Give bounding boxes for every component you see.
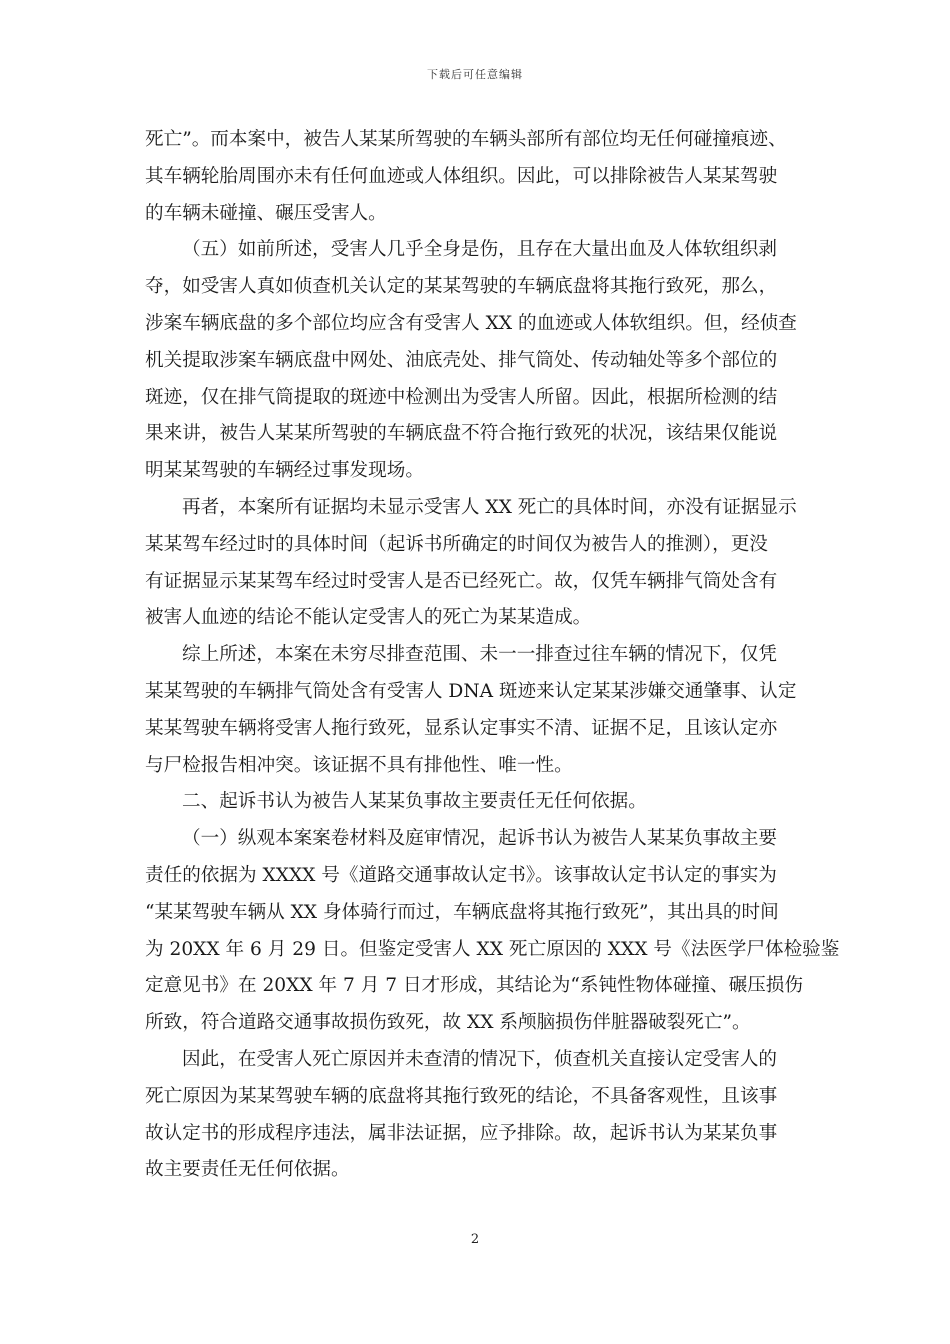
- page-header: 下载后可任意编辑: [427, 68, 523, 81]
- text-line: 果来讲，被告人某某所驾驶的车辆底盘不符合拖行致死的状况，该结果仅能说: [145, 423, 778, 445]
- text-line: （一）纵观本案案卷材料及庭审情况，起诉书认为被告人某某负事故主要: [182, 828, 778, 850]
- text-line: 所致，符合道路交通事故损伤致死，故 XX 系颅脑损伤伴脏器破裂死亡”。: [145, 1012, 751, 1034]
- text-line: 明某某驾驶的车辆经过事发现场。: [145, 460, 424, 482]
- text-line: 故主要责任无任何依据。: [145, 1159, 350, 1181]
- text-line: 某某驾驶的车辆排气筒处含有受害人 DNA 斑迹来认定某某涉嫌交通肇事、认定: [145, 680, 797, 702]
- text-line: 故认定书的形成程序违法，属非法证据，应予排除。故，起诉书认为某某负事: [145, 1122, 778, 1144]
- text-line: 因此，在受害人死亡原因并未查清的情况下，侦查机关直接认定受害人的: [182, 1048, 778, 1070]
- text-line: 机关提取涉案车辆底盘中网处、油底壳处、排气筒处、传动轴处等多个部位的: [145, 349, 778, 371]
- text-line: 涉案车辆底盘的多个部位均应含有受害人 XX 的血迹或人体软组织。但，经侦查: [145, 312, 797, 334]
- text-line: 被害人血迹的结论不能认定受害人的死亡为某某造成。: [145, 607, 592, 629]
- text-line: “某某驾驶车辆从 XX 身体骑行而过，车辆底盘将其拖行致死”，其出具的时间: [145, 901, 779, 923]
- text-line: 的车辆未碰撞、碾压受害人。: [145, 202, 387, 224]
- text-line: 斑迹，仅在排气筒提取的斑迹中检测出为受害人所留。因此，根据所检测的结: [145, 386, 778, 408]
- text-line: 死亡原因为某某驾驶车辆的底盘将其拖行致死的结论，不具备客观性，且该事: [145, 1085, 778, 1107]
- text-line: 死亡”。而本案中，被告人某某所驾驶的车辆头部所有部位均无任何碰撞痕迹、: [145, 129, 787, 150]
- text-line: 其车辆轮胎周围亦未有任何血迹或人体组织。因此，可以排除被告人某某驾驶: [145, 165, 778, 187]
- text-line: 综上所述，本案在未穷尽排查范围、未一一排查过往车辆的情况下，仅凭: [182, 644, 778, 666]
- text-line: 某某驾车经过时的具体时间（起诉书所确定的时间仅为被告人的推测），更没: [145, 533, 768, 555]
- text-line: 某某驾驶车辆将受害人拖行致死，显系认定事实不清、证据不足，且该认定亦: [145, 717, 778, 739]
- text-line: 为 20XX 年 6 月 29 日。但鉴定受害人 XX 死亡原因的 XXX 号《法医学尸体检验鉴: [145, 938, 840, 960]
- text-line: 与尸检报告相冲突。该证据不具有排他性、唯一性。: [145, 754, 573, 776]
- text-line: 责任的依据为 XXXX 号《道路交通事故认定书》。该事故认定书认定的事实为: [145, 864, 777, 886]
- text-line: 定意见书》在 20XX 年 7 月 7 日才形成，其结论为“系钝性物体碰撞、碾压损伤: [145, 975, 803, 997]
- text-line: 再者，本案所有证据均未显示受害人 XX 死亡的具体时间，亦没有证据显示: [182, 496, 797, 518]
- section-heading: 二、起诉书认为被告人某某负事故主要责任无任何依据。: [182, 791, 647, 813]
- page-number: 2: [470, 1232, 480, 1247]
- document-body: [145, 122, 840, 1189]
- text-line: 有证据显示某某驾车经过时受害人是否已经死亡。故，仅凭车辆排气筒处含有: [145, 570, 778, 592]
- text-line: 夺，如受害人真如侦查机关认定的某某驾驶的车辆底盘将其拖行致死，那么，: [145, 276, 778, 298]
- text-line: （五）如前所述，受害人几乎全身是伤，且存在大量出血及人体软组织剥: [182, 239, 778, 261]
